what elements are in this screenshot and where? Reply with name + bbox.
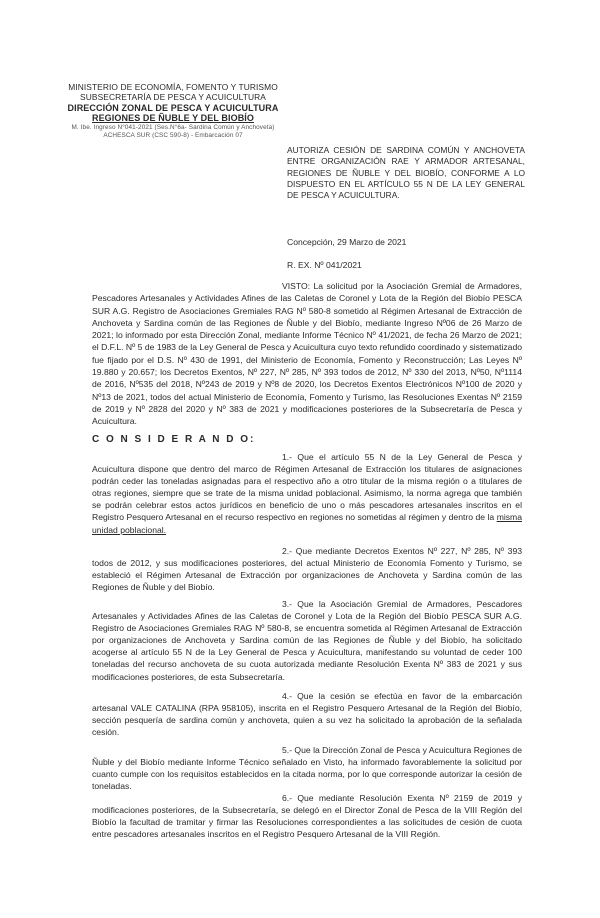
paragraph-text: 4.- Que la cesión se efectúa en favor de la embarcación artesanal VALE CATALINA (RPA 958105), inscrita en el Registro Pesquero Artesanal de la Región del Biobío, sección pesquería de sardina común y anchoveta, quien a su vez ha solicitado la aprobación de la señalada cesión. bbox=[92, 691, 522, 738]
resolution-subject: AUTORIZA CESIÓN DE SARDINA COMÚN Y ANCHOVETA ENTRE ORGANIZACIÓN RAE Y ARMADOR ARTESANAL, REGIONES DE ÑUBLE Y DEL BIOBÍO, CONFORME A LO DISPUESTO EN EL ARTÍCULO 55 N DE LA LEY GENERAL DE PESCA Y ACUICULTURA. bbox=[287, 145, 525, 201]
ministry-name: MINISTERIO DE ECONOMÍA, FOMENTO Y TURISMO bbox=[68, 82, 278, 92]
considerando-4 bbox=[92, 690, 522, 738]
paragraph-text: 3.- Que la Asociación Gremial de Armadores, Pescadores Artesanales y Actividades Afines de las Caletas de Coronel y Lota de la Región del Biobío PESCA SUR A.G. Registro de Asociaciones Gremiales RAG Nº 580-8, se encuentra sometida al Régimen Artesanal de Extracción por organizaciones de Anchoveta y Sardina común de las Regiones de Ñuble y del Biobío, ha solicitado acogerse al artículo 55 N de la Ley General de Pesca y Acuicultura, manifestando su voluntad de ceder 100 toneladas del recurso anchoveta de su cuota autorizada mediante Resolución Exenta Nº 383 de 2021 y sus modificaciones posteriores, de esta Subsecretaría. bbox=[92, 599, 522, 682]
zonal-direction-name: DIRECCIÓN ZONAL DE PESCA Y ACUICULTURA bbox=[67, 102, 279, 113]
resolution-number: R. EX. Nº 041/2021 bbox=[287, 260, 362, 270]
considerando-5 bbox=[92, 744, 522, 792]
header-reference-1: M. Ibe. Ingreso N°041-2021 (Ses.N°6a- Sardina Común y Anchoveta) bbox=[71, 123, 275, 131]
subsecretariat-name: SUBSECRETARÍA DE PESCA Y ACUICULTURA bbox=[80, 92, 266, 103]
visto-text: VISTO: La solicitud por la Asociación Gremial de Armadores, Pescadores Artesanales y Actividades Afines de las Caletas de Coronel y Lota de la Región del Biobío PESCA SUR A.G. Registro de Asociaciones Gremiales RAG Nº 580-8 sometido al Régimen Artesanal de Extracción de Anchoveta y Sardina común de las Regiones de Ñuble y del Biobío, mediante Ingreso Nº06 de 26 Marzo de 2021; lo informado por esta Dirección Zonal, mediante Informe Técnico Nº 41/2021, de fecha 26 Marzo de 2021; el D.F.L. Nº 5 de 1983 de la Ley General de Pesca y Acuicultura cuyo texto refundido coordinado y sistematizado fue fijado por el D.S. Nº 430 de 1991, del Ministerio de Economía, Fomento y Reconstrucción; Las Leyes Nº 19.880 y 20.657; los Decretos Exentos, Nº 227, Nº 285, Nº 393 todos de 2012, Nº 330 del 2013, Nº50, Nº1114 de 2016, Nº535 del 2018, Nº243 de 2019 y Nº8 de 2020, los Decretos Exentos Electrónicos Nº100 de 2020 y Nº13 de 2021, todos del actual Ministerio de Economía, Fomento y Turismo, las Resoluciones Exentas Nº 2159 de 2019 y Nº 2828 del 2020 y Nº 383 de 2021 y modificaciones posteriores de la Subsecretaría de Pesca y Acuicultura. bbox=[92, 281, 522, 427]
header-reference-2: ACHESCA SUR (CSC 590-8) - Embarcación 07 bbox=[103, 131, 243, 139]
regions-name: REGIONES DE ÑUBLE Y DEL BIOBÍO bbox=[91, 113, 255, 124]
visto-section bbox=[92, 280, 522, 428]
underlined-phrase: misma unidad poblacional. bbox=[92, 512, 522, 535]
paragraph-text: 6.- Que mediante Resolución Exenta Nº 2159 de 2019 y modificaciones posteriores, de la Subsecretaría, se delegó en el Director Zonal de Pesca de la VIII Región del Biobío la facultad de tramitar y firmar las Resoluciones correspondientes a las solicitudes de cesión de cuota entre pescadores artesanales inscritos en el Registro Pesquero Artesanal de la VIII Región. bbox=[92, 793, 522, 840]
considerando-heading: C O N S I D E R A N D O: bbox=[92, 434, 256, 445]
considerando-1 bbox=[92, 451, 522, 536]
considerando-3 bbox=[92, 598, 522, 683]
considerando-6 bbox=[92, 792, 522, 840]
letterhead bbox=[58, 82, 288, 140]
paragraph-text: 1.- Que el artículo 55 N de la Ley General de Pesca y Acuicultura dispone que dentro del marco de Régimen Artesanal de Extracción los titulares de asignaciones podrán ceder las toneladas asignadas para el respectivo año a otro titular de la misma región o a titulares de otras regiones, siempre que se trate de la misma unidad poblacional. Asimismo, la norma agrega que también se podrán celebrar estos actos jurídicos en beneficio de uno o más pescadores artesanales inscritos en el Registro Pesquero Artesanal en el recurso respectivo en regiones no sometidas al régimen y dentro de la misma unidad poblacional. bbox=[92, 452, 522, 535]
considerando-2 bbox=[92, 545, 522, 593]
paragraph-text: 5.- Que la Dirección Zonal de Pesca y Acuicultura Regiones de Ñuble y del Biobío mediante Informe Técnico señalado en Visto, ha informado favorablemente la solicitud por cuanto cumple con los requisitos establecidos en la citada norma, por lo que corresponde autorizar la cesión de toneladas. bbox=[92, 745, 522, 792]
document-date: Concepción, 29 Marzo de 2021 bbox=[287, 237, 407, 247]
paragraph-text: 2.- Que mediante Decretos Exentos Nº 227, Nº 285, Nº 393 todos de 2012, y sus modificaciones posteriores, del actual Ministerio de Economía Fomento y Turismo, se estableció el Régimen Artesanal de Extracción por organizaciones de Anchoveta y Sardina común de las Regiones de Ñuble y del Biobío. bbox=[92, 546, 522, 593]
